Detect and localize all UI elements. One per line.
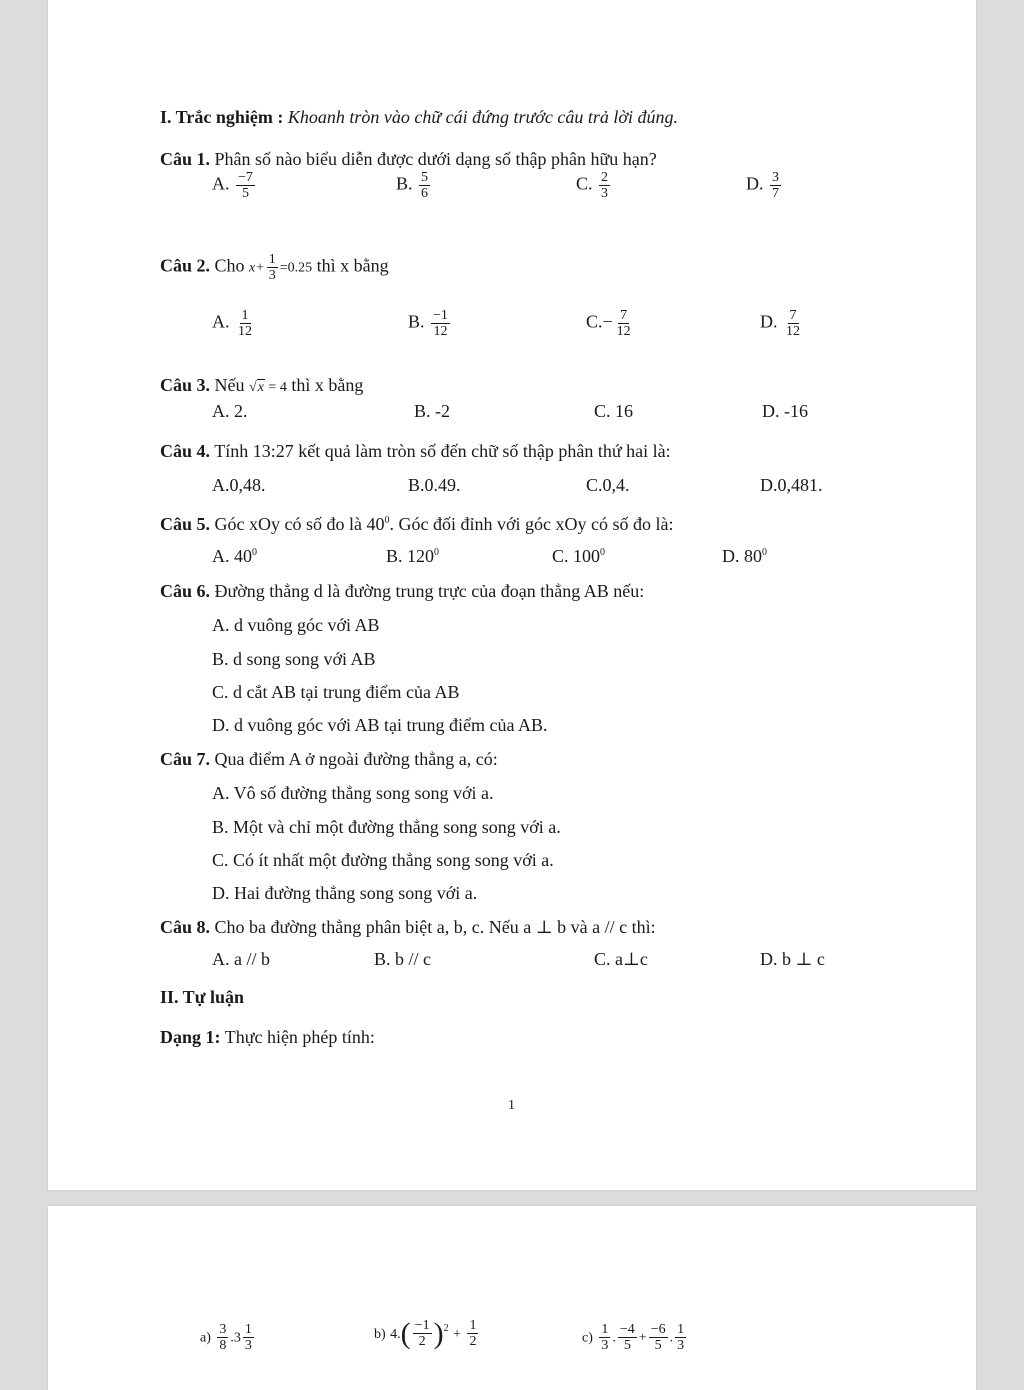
q2-option-d[interactable] xyxy=(760,308,804,339)
question-6-label: Câu 6. xyxy=(160,581,211,601)
fraction xyxy=(267,252,278,283)
question-7-label: Câu 7. xyxy=(160,749,211,769)
question-1-label: Câu 1. xyxy=(160,149,211,169)
section-2-heading: II. Tự luận xyxy=(160,987,245,1007)
dang-1-text: Thực hiện phép tính: xyxy=(224,1027,375,1047)
exercise-label: b) xyxy=(374,1327,386,1342)
exercise-c xyxy=(582,1322,688,1353)
numerator: 1 xyxy=(241,308,249,323)
option-text: A. 40 xyxy=(212,546,252,566)
question-7 xyxy=(160,748,498,770)
question-4-text: Tính 13:27 kết quả làm tròn số đến chữ số thập phân thứ hai là: xyxy=(214,441,671,461)
denominator: 6 xyxy=(421,186,429,201)
denominator: 7 xyxy=(772,186,779,201)
fraction xyxy=(649,1322,668,1353)
q2-option-b[interactable] xyxy=(408,308,452,339)
denominator: 2 xyxy=(469,1334,477,1350)
question-5-text-after: . Góc đối đỉnh với góc xOy có số đo là: xyxy=(389,514,674,534)
numerator: −1 xyxy=(433,308,448,323)
denominator: 5 xyxy=(654,1338,662,1353)
question-3-label: Câu 3. xyxy=(160,375,211,395)
question-1 xyxy=(160,148,657,170)
q6-option-a[interactable]: A. d vuông góc với AB xyxy=(212,615,380,635)
denominator: 5 xyxy=(241,186,249,201)
question-5-label: Câu 5. xyxy=(160,514,211,534)
option-letter: B. xyxy=(396,173,413,194)
q1-option-b[interactable] xyxy=(396,170,432,201)
dang-1-label: Dạng 1: xyxy=(160,1027,221,1047)
question-4-label: Câu 4. xyxy=(160,441,211,461)
denominator: 8 xyxy=(219,1338,227,1353)
question-2-tail: thì x bằng xyxy=(316,255,389,276)
coefficient: 4. xyxy=(390,1327,401,1342)
option-letter: C. xyxy=(576,173,593,194)
question-3 xyxy=(160,374,363,399)
option-letter: A. xyxy=(212,173,230,194)
denominator: 3 xyxy=(601,1338,609,1353)
option-letter: C.− xyxy=(586,311,613,332)
question-2 xyxy=(160,252,389,283)
numerator: 1 xyxy=(677,1322,685,1337)
fraction xyxy=(599,1322,610,1353)
denominator: 2 xyxy=(418,1334,426,1350)
option-text: C. 100 xyxy=(552,546,601,566)
q5-option-c[interactable] xyxy=(552,542,605,567)
q4-option-a[interactable]: A.0,48. xyxy=(212,475,266,495)
question-8-label: Câu 8. xyxy=(160,917,211,937)
denominator: 12 xyxy=(786,324,800,339)
operator: + xyxy=(638,1330,647,1346)
q8-option-d[interactable]: D. b ⊥ c xyxy=(760,949,825,969)
question-6 xyxy=(160,580,644,602)
fraction xyxy=(784,308,802,339)
numerator: 1 xyxy=(469,1318,477,1334)
numerator: 1 xyxy=(244,1322,252,1337)
page-1 xyxy=(48,0,976,1190)
q7-option-a[interactable]: A. Vô số đường thẳng song song với a. xyxy=(212,783,494,803)
exponent: 2 xyxy=(443,1323,449,1334)
q4-option-d[interactable]: D.0,481. xyxy=(760,475,823,495)
q8-option-c[interactable]: C. a⊥c xyxy=(594,949,648,969)
question-1-text: Phân số nào biểu diễn được dưới dạng số thập phân hữu hạn? xyxy=(214,149,657,169)
numerator: 3 xyxy=(772,170,779,185)
question-2-label: Câu 2. xyxy=(160,255,211,276)
degree-symbol: 0 xyxy=(252,547,257,558)
denominator: 3 xyxy=(244,1338,252,1353)
q2-option-c[interactable] xyxy=(586,308,635,339)
fraction xyxy=(236,170,255,201)
q4-option-c[interactable]: C.0,4. xyxy=(586,475,630,495)
exercise-a xyxy=(200,1322,256,1353)
numerator: 7 xyxy=(789,308,797,323)
fraction xyxy=(413,1318,432,1349)
denominator: 5 xyxy=(623,1338,631,1353)
question-5-text-before: Góc xOy có số đo là 40 xyxy=(214,514,385,534)
sqrt-argument: x xyxy=(257,380,264,395)
question-8 xyxy=(160,916,656,938)
denominator: 3 xyxy=(268,268,276,283)
q5-option-a[interactable] xyxy=(212,542,257,567)
numerator: 1 xyxy=(268,252,276,267)
denominator: 12 xyxy=(433,324,448,339)
numerator: 7 xyxy=(620,308,628,323)
q7-option-c[interactable]: C. Có ít nhất một đường thẳng song song với a. xyxy=(212,850,554,870)
option-letter: B. xyxy=(408,311,425,332)
q8-option-a[interactable]: A. a // b xyxy=(212,949,270,969)
q5-option-d[interactable] xyxy=(722,542,767,567)
sqrt-equals: = 4 xyxy=(268,380,287,395)
question-4 xyxy=(160,440,671,462)
fraction xyxy=(675,1322,686,1353)
fraction xyxy=(243,1322,254,1353)
numerator: 2 xyxy=(601,170,609,185)
degree-symbol: 0 xyxy=(762,547,767,558)
q7-option-d[interactable]: D. Hai đường thẳng song song với a. xyxy=(212,883,478,903)
q6-option-c[interactable]: C. d cắt AB tại trung điểm của AB xyxy=(212,682,460,702)
q3-option-b[interactable]: B. -2 xyxy=(414,401,450,421)
sqrt-expression: √x = 4 xyxy=(249,380,287,395)
numerator: −7 xyxy=(238,170,253,185)
numerator: −6 xyxy=(650,1322,666,1337)
expr-left: x+ xyxy=(249,260,265,276)
q6-option-d[interactable]: D. d vuông góc với AB tại trung điểm của AB. xyxy=(212,715,548,735)
page-2 xyxy=(48,1206,976,1390)
q7-option-b[interactable]: B. Một và chỉ một đường thẳng song song với a. xyxy=(212,817,561,837)
option-letter: D. xyxy=(760,311,778,332)
expr-right: =0.25 xyxy=(279,260,313,276)
operator: . xyxy=(612,1330,616,1346)
q3-option-d[interactable]: D. -16 xyxy=(762,401,808,421)
q1-option-d[interactable] xyxy=(746,170,783,201)
fraction xyxy=(618,1322,637,1353)
q6-option-b[interactable]: B. d song song với AB xyxy=(212,649,376,669)
q3-option-c[interactable]: C. 16 xyxy=(594,401,634,421)
question-3-text-before: Nếu xyxy=(214,375,245,395)
q1-option-a[interactable] xyxy=(212,170,257,201)
operator: . xyxy=(669,1330,674,1346)
operator: .3 xyxy=(230,1330,241,1346)
numerator: 3 xyxy=(219,1322,227,1337)
left-paren: ( xyxy=(400,1316,411,1350)
page-number: 1 xyxy=(508,1098,515,1113)
q8-option-b[interactable]: B. b // c xyxy=(374,949,431,969)
fraction xyxy=(236,308,254,339)
section-1-title xyxy=(160,106,678,128)
question-2-cho: Cho xyxy=(214,255,245,276)
exercise-label: a) xyxy=(200,1330,211,1346)
numerator: −1 xyxy=(414,1318,430,1334)
degree-symbol: 0 xyxy=(434,547,440,558)
dang-1 xyxy=(160,1026,375,1048)
question-5 xyxy=(160,510,673,535)
denominator: 3 xyxy=(601,186,609,201)
numerator: 1 xyxy=(601,1322,609,1337)
option-letter: A. xyxy=(212,311,230,332)
q2-option-a[interactable] xyxy=(212,308,256,339)
question-8-text: Cho ba đường thẳng phân biệt a, b, c. Nếu a ⊥ b và a // c thì: xyxy=(214,917,656,937)
section-1-instruction: Khoanh tròn vào chữ cái đứng trước câu trả lời đúng. xyxy=(287,107,678,127)
option-letter: D. xyxy=(746,173,764,194)
fraction xyxy=(770,170,781,201)
q1-option-c[interactable] xyxy=(576,170,612,201)
section-2-title xyxy=(160,986,244,1008)
degree-symbol: 0 xyxy=(384,515,390,526)
fraction xyxy=(217,1322,228,1353)
fraction xyxy=(419,170,430,201)
question-3-text-after: thì x bằng xyxy=(291,375,364,395)
fraction xyxy=(467,1318,478,1349)
q4-option-b[interactable]: B.0.49. xyxy=(408,475,461,495)
option-text: B. 120 xyxy=(386,546,435,566)
fraction xyxy=(599,170,610,201)
exercise-b xyxy=(374,1318,480,1349)
denominator: 3 xyxy=(677,1338,685,1353)
denominator: 12 xyxy=(616,324,631,339)
fraction xyxy=(431,308,450,339)
exercise-label: c) xyxy=(582,1330,593,1346)
question-7-text: Qua điểm A ở ngoài đường thẳng a, có: xyxy=(214,749,498,769)
denominator: 12 xyxy=(238,324,252,339)
right-paren: ) xyxy=(433,1316,444,1350)
q5-option-b[interactable] xyxy=(386,542,439,567)
operator: + xyxy=(453,1327,461,1342)
section-1-heading: I. Trắc nghiệm : xyxy=(160,107,284,127)
fraction xyxy=(615,308,633,339)
degree-symbol: 0 xyxy=(600,547,606,558)
question-6-text: Đường thẳng d là đường trung trực của đoạn thẳng AB nếu: xyxy=(214,581,645,601)
option-text: D. 80 xyxy=(722,546,762,566)
numerator: 5 xyxy=(421,170,429,185)
q3-option-a[interactable]: A. 2. xyxy=(212,401,248,421)
numerator: −4 xyxy=(619,1322,635,1337)
